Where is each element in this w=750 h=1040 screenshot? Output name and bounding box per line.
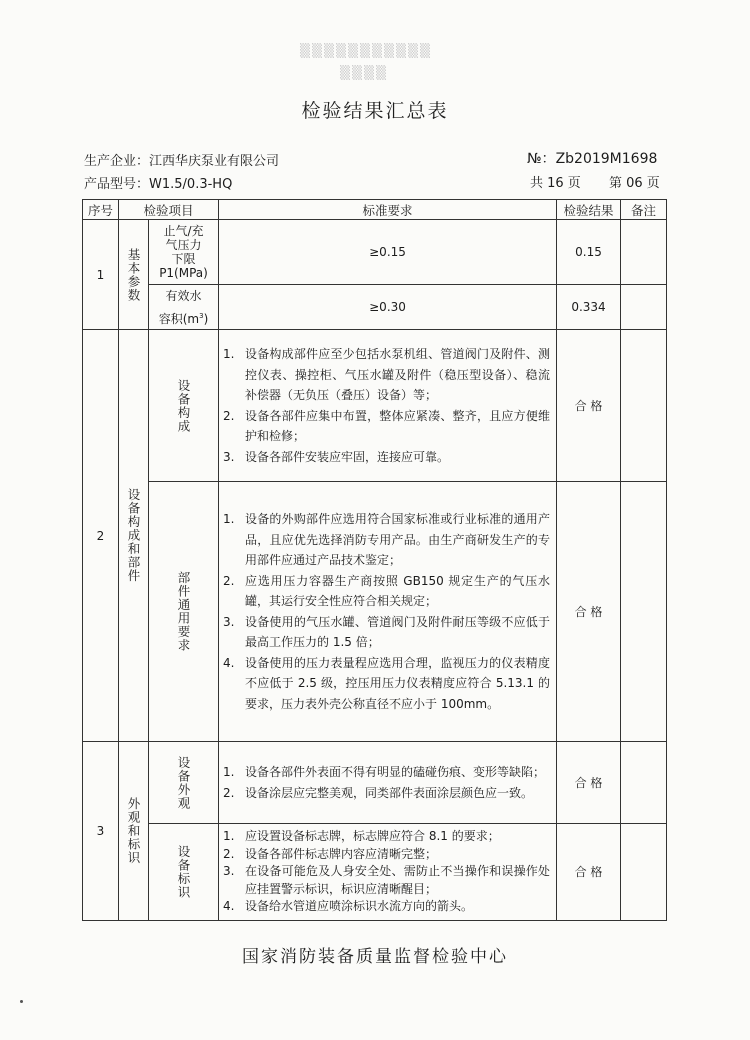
report-number-label: №：	[527, 151, 556, 167]
table-row	[83, 482, 667, 742]
requirement-number: 2.	[223, 408, 235, 423]
row-number: 1	[83, 220, 119, 330]
sub-item-name: 下限	[171, 252, 196, 266]
company-name: 江西华庆泵业有限公司	[149, 154, 280, 169]
sub-item-cell	[149, 330, 219, 482]
company-label: 生产企业：	[84, 154, 150, 169]
remark-cell	[621, 285, 667, 330]
requirement-number: 1.	[223, 512, 235, 526]
requirement-item	[223, 863, 550, 898]
table-header-row	[83, 200, 667, 220]
header-no: 序号	[83, 200, 119, 220]
issuer-footer: 国家消防装备质量监督检验中心	[242, 947, 508, 967]
requirement-item	[223, 447, 550, 468]
report-number: Zb2019M1698	[555, 151, 658, 167]
result-cell: 0.334	[557, 285, 621, 330]
requirement-item	[223, 783, 550, 804]
requirement-number: 3.	[223, 864, 235, 878]
requirement-text: 应选用压力容器生产商按照 GB150 规定生产的气压水罐，其运行安全性应符合相关规定；	[245, 573, 551, 608]
sub-item-cell	[149, 824, 219, 921]
watermark-subheader: ▒▒▒▒	[340, 66, 388, 81]
results-table	[82, 199, 667, 921]
requirement-number: 2.	[223, 573, 235, 588]
requirement-number: 3.	[223, 449, 235, 464]
table-row	[83, 742, 667, 824]
sub-item-cell	[149, 482, 219, 742]
sub-item-name: 气压力	[165, 238, 202, 252]
requirement-text: 应设置设备标志牌，标志牌应符合 8.1 的要求；	[245, 829, 500, 843]
group-label: 外观和标识	[126, 797, 141, 865]
requirement-item	[223, 344, 550, 406]
group-cell	[119, 220, 149, 330]
requirement-item	[223, 406, 550, 447]
sub-item-cell	[149, 742, 219, 824]
requirement-item	[223, 612, 550, 653]
requirement-number: 1.	[223, 829, 235, 843]
requirement-text: 在设备可能危及人身安全处、需防止不当操作和误操作处应挂置警示标识，标识应清晰醒目；	[245, 864, 551, 896]
sub-item-name: 设备构成	[176, 378, 191, 433]
requirement-item	[223, 509, 550, 571]
requirement-cell	[219, 742, 557, 824]
requirement-number: 2.	[223, 846, 235, 861]
requirement-text: 设备给水管道应喷涂标识水流方向的箭头。	[245, 899, 474, 913]
sub-item-name: 部件通用要求	[176, 571, 191, 652]
remark-cell	[621, 742, 667, 824]
sub-item-name: P1(MPa)	[159, 266, 208, 280]
result-cell: 合 格	[557, 330, 621, 482]
sub-item-name: 设备外观	[176, 755, 191, 810]
table-row	[83, 220, 667, 285]
requirement-number: 3.	[223, 614, 235, 629]
requirement-number: 1.	[223, 765, 235, 779]
sub-item-name: 有效水	[165, 288, 202, 303]
requirement-item	[223, 898, 550, 916]
report-number-line	[527, 148, 657, 168]
group-label: 设备构成和部件	[126, 488, 141, 583]
requirement-cell: ≥0.15	[219, 220, 557, 285]
requirement-item	[223, 762, 550, 783]
sub-item-name: 止气/充	[163, 224, 204, 238]
model-line	[84, 173, 232, 192]
model-value: W1.5/0.3-HQ	[149, 177, 233, 192]
watermark-header: ▒▒▒▒▒▒▒▒▒▒▒	[300, 44, 432, 59]
header-requirement: 标准要求	[219, 200, 557, 220]
requirement-item	[223, 828, 550, 846]
requirement-list	[219, 824, 556, 920]
paper-speck	[20, 1000, 23, 1003]
header-remark: 备注	[621, 200, 667, 220]
requirement-text: 设备的外购部件应选用符合国家标准或行业标准的通用产品，且应优先选择消防专用产品。由生产商研发生产的专用部件应通过产品技术鉴定；	[245, 512, 551, 567]
header-item: 检验项目	[119, 200, 219, 220]
header-result: 检验结果	[557, 200, 621, 220]
requirement-cell	[219, 482, 557, 742]
requirement-text: 设备各部件外表面不得有明显的磕碰伤痕、变形等缺陷；	[245, 765, 546, 779]
requirement-text: 设备使用的压力表量程应选用合理，监视压力的仪表精度不应低于 2.5 级，控压用压力仪表精度应符合 5.13.1 的要求，压力表外壳公称直径不应小于 100mm。	[245, 655, 551, 711]
row-number: 3	[83, 742, 119, 921]
remark-cell	[621, 824, 667, 921]
requirement-text: 设备构成部件应至少包括水泵机组、管道阀门及附件、测控仪表、操控柜、气压水罐及附件（稳压型设备）、稳流补偿器（无负压（叠压）设备）等；	[245, 347, 551, 402]
group-label: 基本参数	[126, 247, 141, 302]
requirement-list	[219, 340, 556, 471]
requirement-number: 4.	[223, 899, 235, 913]
requirement-text: 设备各部件安装应牢固，连接应可靠。	[245, 449, 450, 464]
sub-item-name: 设备标识	[176, 844, 191, 899]
sub-item-cell	[149, 285, 219, 330]
requirement-item	[223, 653, 550, 715]
sub-item-name: 容积$(m^3)$	[158, 311, 209, 326]
requirement-text: 设备涂层应完整美观，同类部件表面涂层颜色应一致。	[245, 785, 534, 800]
table-row	[83, 285, 667, 330]
requirement-list	[219, 505, 556, 718]
page-title: 检验结果汇总表	[301, 100, 449, 122]
requirement-cell	[219, 824, 557, 921]
requirement-list	[219, 758, 556, 807]
requirement-number: 1.	[223, 347, 235, 361]
model-label: 产品型号：	[84, 177, 150, 192]
result-cell: 0.15	[557, 220, 621, 285]
requirement-number: 4.	[223, 655, 235, 670]
sub-item-cell	[149, 220, 219, 285]
remark-cell	[621, 220, 667, 285]
group-cell	[119, 330, 149, 742]
requirement-cell: ≥0.30	[219, 285, 557, 330]
result-cell: 合 格	[557, 824, 621, 921]
remark-cell	[621, 482, 667, 742]
requirement-item	[223, 846, 550, 864]
requirement-cell	[219, 330, 557, 482]
page-number: 第 06 页	[609, 176, 660, 191]
table-row	[83, 330, 667, 482]
table-row	[83, 824, 667, 921]
requirement-item	[223, 571, 550, 612]
row-number: 2	[83, 330, 119, 742]
result-cell: 合 格	[557, 482, 621, 742]
result-cell: 合 格	[557, 742, 621, 824]
requirement-number: 2.	[223, 785, 235, 800]
page-count: 共 16 页	[530, 176, 581, 191]
requirement-text: 设备各部件标志牌内容应清晰完整；	[245, 846, 438, 861]
remark-cell	[621, 330, 667, 482]
requirement-text: 设备使用的气压水罐、管道阀门及附件耐压等级不应低于最高工作压力的 1.5 倍；	[245, 614, 551, 649]
company-line	[84, 150, 279, 169]
group-cell	[119, 742, 149, 921]
requirement-text: 设备各部件应集中布置，整体应紧凑、整齐，且应方便维护和检修；	[245, 408, 551, 443]
